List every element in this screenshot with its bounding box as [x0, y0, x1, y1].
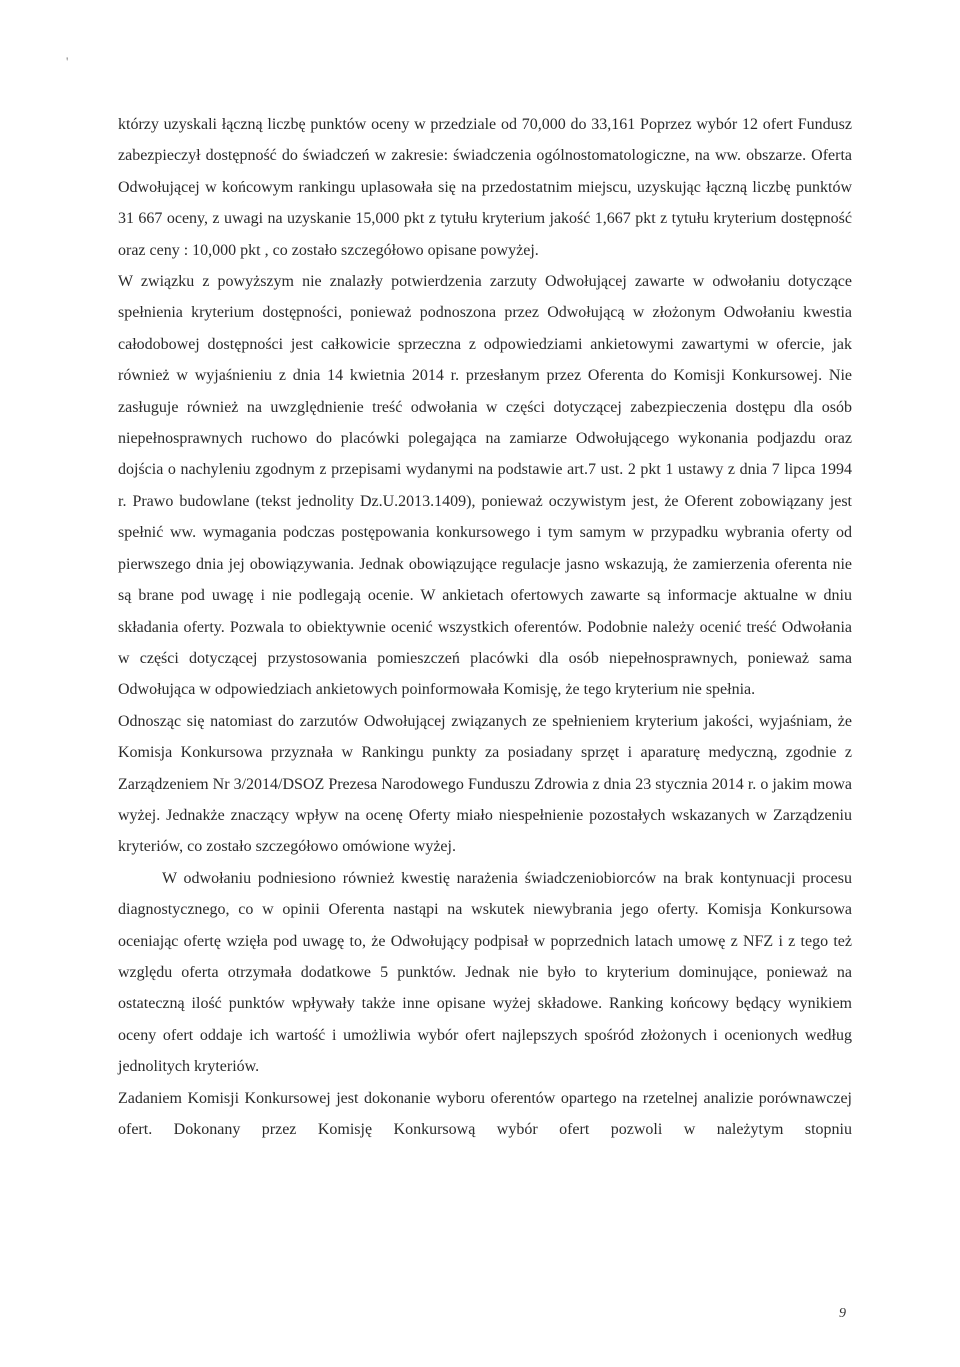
- body-text: [118, 109, 852, 1145]
- stray-mark: ': [66, 54, 69, 69]
- paragraph-5: Zadaniem Komisji Konkursowej jest dokonanie wyboru oferentów opartego na rzetelnej analizie porównawczej ofert. Dokonany przez Komisję Konkursową wybór ofert pozwoli w należytym stopniu: [118, 1089, 852, 1138]
- paragraph-2: W związku z powyższym nie znalazły potwierdzenia zarzuty Odwołującej zawarte w odwołaniu dotyczące spełnienia kryterium dostępności, ponieważ podnoszona przez Odwołującą w złożonym Odwołaniu kwestia całodobowej dostępności jest całkowicie sprzeczna z odpowiedziami ankietowymi zawartymi w ofercie, jak również w wyjaśnieniu z dnia 14 kwietnia 2014 r. przesłanym przez Oferenta do Komisji Konkursowej. Nie zasługuje również na uwzględnienie treść odwołania w części dotyczącej zabezpieczenia dostępu dla osób niepełnosprawnych ruchowo do placówki polegająca na zamiarze Odwołującego wykonania podjazdu oraz dojścia o nachyleniu zgodnym z przepisami wydanymi na podstawie art.7 ust. 2 pkt 1 ustawy z dnia 7 lipca 1994 r. Prawo budowlane (tekst jednolity Dz.U.2013.1409), ponieważ oczywistym jest, że Oferent zobowiązany jest spełnić ww. wymagania podczas postępowania konkursowego i tym samym w przypadku wybrania oferty od pierwszego dnia jej obowiązywania. Jednak obowiązujące regulacje jasno wskazują, że zamierzenia oferenta nie są brane pod uwagę i nie podlegają ocenie. W ankietach ofertowych zawarte są informacje aktualne w dniu składania oferty. Pozwala to obiektywnie ocenić wszystkich oferentów. Podobnie należy ocenić treść Odwołania w części dotyczącej przystosowania pomieszczeń placówki dla osób niepełnosprawnych, ponieważ sama Odwołująca w odpowiedziach ankietowych poinformowała Komisję, że tego kryterium nie spełnia.: [118, 273, 852, 699]
- paragraph-3: Odnosząc się natomiast do zarzutów Odwołującej związanych ze spełnieniem kryterium jakości, wyjaśniam, że Komisja Konkursowa przyznała w Rankingu punkty za posiadany sprzęt i aparaturę medyczną, zgodnie z Zarządzeniem Nr 3/2014/DSOZ Prezesa Narodowego Funduszu Zdrowia z dnia 23 stycznia 2014 r. o jakim mowa wyżej. Jednakże znaczący wpływ na ocenę Oferty miało niespełnienie pozostałych wskazanych w Zarządzeniu kryteriów, co zostało szczegółowo omówione wyżej.: [118, 712, 852, 856]
- paragraph-4: W odwołaniu podniesiono również kwestię narażenia świadczeniobiorców na brak kontynuacji procesu diagnostycznego, co w opinii Oferenta nastąpi na wskutek niewybrania jego oferty. Komisja Konkursowa oceniając ofertę wzięła pod uwagę to, że Odwołujący podpisał w poprzednich latach umowę z NFZ i z tego też względu oferta otrzymała dodatkowe 5 punktów. Jednak nie było to kryterium dominujące, ponieważ na ostateczną ilość punktów wpływały także inne opisane wyżej składowe. Ranking końcowy będący wynikiem oceny ofert oddaje ich wartość i umożliwia wybór ofert najlepszych spośród złożonych i ocenionych według jednolitych kryteriów.: [118, 869, 852, 1076]
- page-number: 9: [839, 1306, 846, 1321]
- paragraph-1: którzy uzyskali łączną liczbę punktów oceny w przedziale od 70,000 do 33,161 Poprzez wybór 12 ofert Fundusz zabezpieczył dostępność do świadczeń w zakresie: świadczenia ogólnostomatologiczne, na ww. obszarze. Oferta Odwołującej w końcowym rankingu uplasowała się na przedostatnim miejscu, uzyskując łączną liczbę punktów 31 667 oceny, z uwagi na uzyskanie 15,000 pkt z tytułu kryterium jakość 1,667 pkt z tytułu kryterium dostępność oraz ceny : 10,000 pkt , co zostało szczegółowo opisane powyżej.: [118, 116, 852, 259]
